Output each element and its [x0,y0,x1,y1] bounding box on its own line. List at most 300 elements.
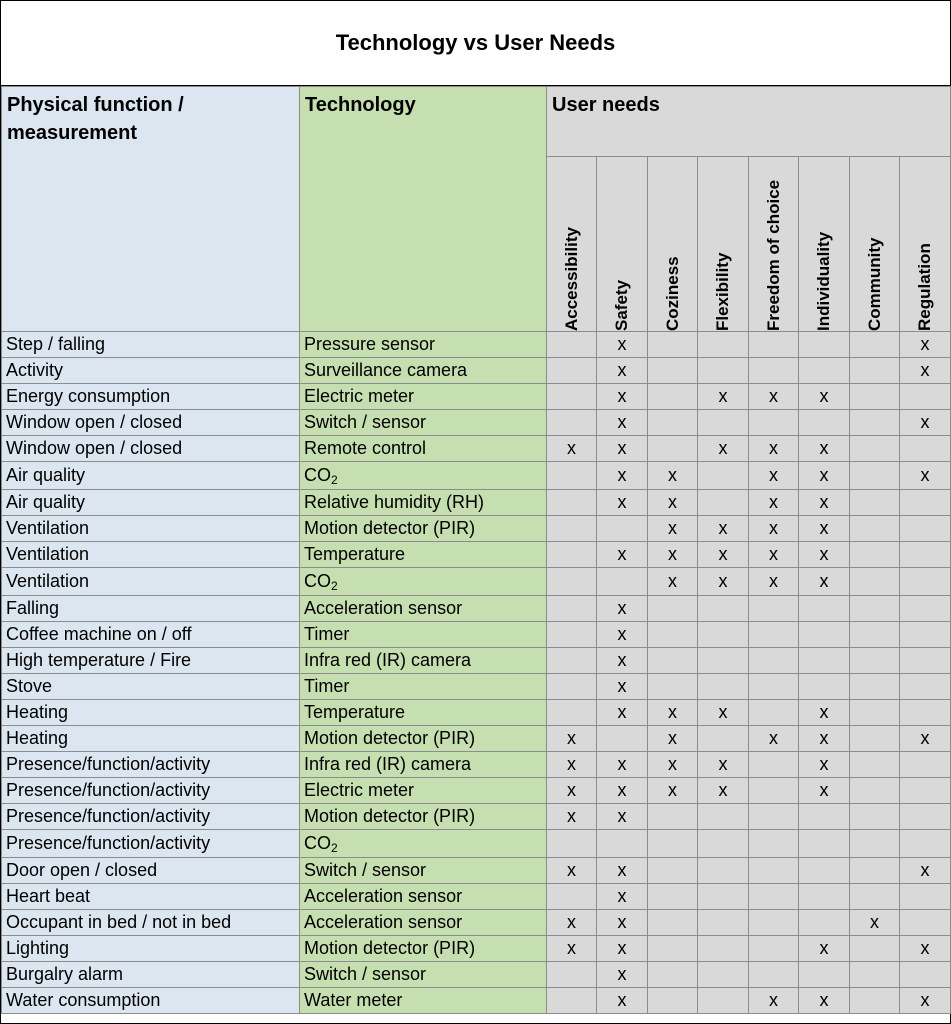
technology-cell[interactable] [300,410,547,436]
need-mark-cell[interactable] [850,752,900,778]
need-mark-cell[interactable] [900,384,951,410]
technology-cell[interactable] [300,332,547,358]
technology-label: Infra red (IR) camera [304,650,472,670]
need-mark-cell[interactable]: x [648,726,698,752]
table-row [2,410,951,436]
need-mark-cell[interactable] [850,596,900,622]
need-mark-cell[interactable]: x [900,726,951,752]
table-row [2,332,951,358]
need-mark-cell[interactable]: x [799,988,850,1014]
technology-cell[interactable] [300,726,547,752]
need-mark-cell[interactable] [547,962,597,988]
need-mark-cell[interactable]: x [799,778,850,804]
need-mark-cell[interactable] [749,858,799,884]
need-mark-cell[interactable] [799,910,850,936]
technology-cell[interactable] [300,778,547,804]
need-mark-cell[interactable]: x [749,436,799,462]
technology-cell[interactable] [300,596,547,622]
physical-function-cell[interactable]: Window open / closed [2,410,300,436]
need-mark-cell[interactable]: x [900,988,951,1014]
need-mark-cell[interactable] [749,830,799,858]
need-mark-cell[interactable] [900,910,951,936]
technology-cell[interactable] [300,752,547,778]
need-mark-cell[interactable] [547,700,597,726]
need-mark-cell[interactable] [698,962,749,988]
need-mark-cell[interactable]: x [597,804,648,830]
need-mark-cell[interactable]: x [900,410,951,436]
need-mark-cell[interactable] [850,568,900,596]
need-mark-cell[interactable] [850,358,900,384]
physical-function-cell[interactable]: Air quality [2,490,300,516]
need-mark-cell[interactable] [850,384,900,410]
need-mark-cell[interactable] [850,436,900,462]
technology-subscript: 2 [331,578,338,593]
need-mark-cell[interactable]: x [597,622,648,648]
need-mark-cell[interactable]: x [698,752,749,778]
need-mark-cell[interactable] [749,410,799,436]
need-mark-cell[interactable] [698,988,749,1014]
technology-cell[interactable] [300,542,547,568]
technology-label: CO [304,570,331,591]
need-mark-cell[interactable] [547,542,597,568]
need-mark-cell[interactable]: x [597,778,648,804]
need-mark-cell[interactable] [698,410,749,436]
need-column-header [900,157,951,332]
physical-function-cell[interactable]: Water consumption [2,988,300,1014]
physical-function-cell[interactable]: Occupant in bed / not in bed [2,910,300,936]
need-mark-cell[interactable] [749,674,799,700]
need-mark-cell[interactable]: x [749,462,799,490]
need-mark-cell[interactable] [900,622,951,648]
need-mark-cell[interactable] [648,936,698,962]
need-mark-cell[interactable]: x [597,752,648,778]
need-mark-cell[interactable]: x [648,752,698,778]
need-mark-cell[interactable] [799,674,850,700]
need-column-header [698,157,749,332]
table-row [2,542,951,568]
need-mark-cell[interactable] [850,884,900,910]
need-mark-cell[interactable]: x [698,700,749,726]
technology-label: Water meter [304,990,403,1010]
physical-function-header: Physical function / measurement [2,87,300,332]
need-mark-cell[interactable]: x [547,752,597,778]
need-mark-cell[interactable] [749,804,799,830]
need-mark-cell[interactable] [900,596,951,622]
physical-function-cell[interactable]: Burgalry alarm [2,962,300,988]
need-mark-cell[interactable] [648,674,698,700]
need-mark-cell[interactable]: x [799,384,850,410]
technology-label: Timer [304,624,350,644]
need-mark-cell[interactable] [799,884,850,910]
need-mark-cell[interactable]: x [547,858,597,884]
need-mark-cell[interactable]: x [648,700,698,726]
need-mark-cell[interactable] [749,752,799,778]
need-label: Accessibility [562,227,581,331]
need-mark-cell[interactable]: x [597,936,648,962]
technology-cell[interactable] [300,674,547,700]
need-mark-cell[interactable] [648,410,698,436]
technology-cell[interactable] [300,384,547,410]
table-row [2,962,951,988]
need-mark-cell[interactable] [850,726,900,752]
need-mark-cell[interactable] [900,830,951,858]
need-mark-cell[interactable] [900,962,951,988]
need-mark-cell[interactable]: x [799,752,850,778]
physical-function-cell[interactable]: Door open / closed [2,858,300,884]
need-mark-cell[interactable] [900,542,951,568]
need-mark-cell[interactable]: x [597,674,648,700]
need-mark-cell[interactable] [547,516,597,542]
physical-function-cell[interactable]: Presence/function/activity [2,830,300,858]
need-mark-cell[interactable]: x [850,910,900,936]
table-row [2,726,951,752]
technology-cell[interactable] [300,884,547,910]
need-mark-cell[interactable]: x [597,884,648,910]
technology-header: Technology [300,87,547,332]
user-needs-header: User needs [547,87,951,157]
need-mark-cell[interactable] [698,622,749,648]
physical-function-cell[interactable]: High temperature / Fire [2,648,300,674]
physical-function-cell[interactable]: Heart beat [2,884,300,910]
need-mark-cell[interactable] [900,648,951,674]
need-mark-cell[interactable]: x [799,936,850,962]
need-mark-cell[interactable] [648,988,698,1014]
table-body [2,332,951,1014]
technology-cell[interactable] [300,936,547,962]
need-mark-cell[interactable] [547,622,597,648]
need-mark-cell[interactable] [850,674,900,700]
physical-function-cell[interactable]: Lighting [2,936,300,962]
need-mark-cell[interactable] [900,490,951,516]
physical-function-cell[interactable]: Presence/function/activity [2,778,300,804]
need-mark-cell[interactable]: x [648,462,698,490]
need-mark-cell[interactable]: x [648,516,698,542]
need-mark-cell[interactable] [648,858,698,884]
need-mark-cell[interactable]: x [799,516,850,542]
need-mark-cell[interactable]: x [749,988,799,1014]
technology-cell[interactable] [300,490,547,516]
need-mark-cell[interactable] [799,332,850,358]
need-mark-cell[interactable] [850,462,900,490]
need-mark-cell[interactable] [850,936,900,962]
need-mark-cell[interactable]: x [799,462,850,490]
need-mark-cell[interactable] [900,884,951,910]
need-mark-cell[interactable] [749,778,799,804]
need-mark-cell[interactable]: x [597,410,648,436]
need-mark-cell[interactable] [850,778,900,804]
need-mark-cell[interactable] [900,778,951,804]
need-mark-cell[interactable] [698,596,749,622]
need-mark-cell[interactable] [749,648,799,674]
need-mark-cell[interactable]: x [597,962,648,988]
need-mark-cell[interactable] [850,410,900,436]
need-mark-cell[interactable] [749,884,799,910]
technology-cell[interactable] [300,830,547,858]
physical-function-cell[interactable]: Presence/function/activity [2,752,300,778]
need-mark-cell[interactable]: x [749,542,799,568]
need-mark-cell[interactable]: x [799,542,850,568]
technology-label: Temperature [304,702,406,722]
technology-label: Switch / sensor [304,860,427,880]
need-mark-cell[interactable] [799,622,850,648]
technology-cell[interactable] [300,358,547,384]
need-mark-cell[interactable] [850,648,900,674]
technology-cell[interactable] [300,988,547,1014]
need-mark-cell[interactable] [547,596,597,622]
need-mark-cell[interactable] [698,884,749,910]
need-mark-cell[interactable] [698,358,749,384]
technology-cell[interactable] [300,568,547,596]
technology-label: Electric meter [304,780,415,800]
table-row [2,988,951,1014]
need-mark-cell[interactable] [547,490,597,516]
physical-function-cell[interactable]: Ventilation [2,568,300,596]
need-mark-cell[interactable]: x [547,910,597,936]
need-mark-cell[interactable]: x [749,568,799,596]
need-mark-cell[interactable] [749,700,799,726]
need-mark-cell[interactable] [648,884,698,910]
need-column-header [597,157,648,332]
table-row [2,910,951,936]
technology-cell[interactable] [300,516,547,542]
technology-cell[interactable] [300,804,547,830]
table-row [2,358,951,384]
need-mark-cell[interactable]: x [749,384,799,410]
need-mark-cell[interactable]: x [597,490,648,516]
need-mark-cell[interactable] [547,674,597,700]
need-mark-cell[interactable]: x [799,568,850,596]
technology-label: Infra red (IR) camera [304,754,472,774]
need-mark-cell[interactable] [799,358,850,384]
need-mark-cell[interactable] [799,962,850,988]
need-mark-cell[interactable]: x [597,988,648,1014]
need-mark-cell[interactable]: x [749,726,799,752]
need-mark-cell[interactable]: x [749,490,799,516]
technology-cell[interactable] [300,858,547,884]
need-mark-cell[interactable] [749,962,799,988]
need-mark-cell[interactable] [648,332,698,358]
need-mark-cell[interactable] [749,332,799,358]
physical-function-cell[interactable]: Coffee machine on / off [2,622,300,648]
need-mark-cell[interactable] [648,648,698,674]
need-mark-cell[interactable]: x [698,542,749,568]
need-mark-cell[interactable] [698,674,749,700]
need-label: Flexibility [713,252,732,331]
need-mark-cell[interactable]: x [597,648,648,674]
need-label: Regulation [915,243,935,331]
technology-cell[interactable] [300,910,547,936]
need-mark-cell[interactable] [799,648,850,674]
need-mark-cell[interactable] [749,936,799,962]
need-mark-cell[interactable]: x [547,726,597,752]
physical-function-cell[interactable]: Heating [2,700,300,726]
need-mark-cell[interactable] [799,804,850,830]
need-mark-cell[interactable] [850,830,900,858]
need-mark-cell[interactable]: x [648,490,698,516]
need-mark-cell[interactable]: x [698,436,749,462]
need-mark-cell[interactable]: x [547,778,597,804]
need-mark-cell[interactable] [850,700,900,726]
need-mark-cell[interactable]: x [597,332,648,358]
technology-cell[interactable] [300,436,547,462]
technology-label: Remote control [304,438,427,458]
physical-function-cell[interactable]: Presence/function/activity [2,804,300,830]
need-mark-cell[interactable] [900,568,951,596]
need-mark-cell[interactable] [749,358,799,384]
technology-cell[interactable] [300,700,547,726]
physical-function-cell[interactable]: Falling [2,596,300,622]
physical-function-cell[interactable]: Window open / closed [2,436,300,462]
physical-function-cell[interactable]: Ventilation [2,542,300,568]
need-column-header [850,157,900,332]
need-mark-cell[interactable] [547,332,597,358]
need-label: Safety [612,279,631,331]
need-mark-cell[interactable] [698,936,749,962]
need-mark-cell[interactable] [900,674,951,700]
physical-function-cell[interactable]: Energy consumption [2,384,300,410]
need-mark-cell[interactable] [648,384,698,410]
need-mark-cell[interactable]: x [597,542,648,568]
need-mark-cell[interactable] [648,358,698,384]
physical-function-cell[interactable]: Air quality [2,462,300,490]
need-mark-cell[interactable] [547,830,597,858]
need-mark-cell[interactable]: x [799,436,850,462]
need-mark-cell[interactable] [597,726,648,752]
physical-function-cell[interactable]: Heating [2,726,300,752]
need-mark-cell[interactable] [749,596,799,622]
technology-label: Switch / sensor [304,964,427,984]
need-mark-cell[interactable] [850,804,900,830]
need-mark-cell[interactable] [648,596,698,622]
need-mark-cell[interactable] [698,648,749,674]
need-mark-cell[interactable] [547,648,597,674]
need-mark-cell[interactable] [648,962,698,988]
need-mark-cell[interactable] [698,332,749,358]
need-mark-cell[interactable]: x [749,516,799,542]
technology-cell[interactable] [300,462,547,490]
need-mark-cell[interactable] [900,516,951,542]
physical-function-cell[interactable]: Activity [2,358,300,384]
need-mark-cell[interactable]: x [597,358,648,384]
need-mark-cell[interactable]: x [547,804,597,830]
need-mark-cell[interactable]: x [597,700,648,726]
physical-function-cell[interactable]: Stove [2,674,300,700]
physical-function-cell[interactable]: Ventilation [2,516,300,542]
need-mark-cell[interactable] [648,436,698,462]
need-mark-cell[interactable]: x [597,596,648,622]
need-mark-cell[interactable]: x [597,462,648,490]
need-mark-cell[interactable]: x [900,358,951,384]
need-mark-cell[interactable]: x [900,332,951,358]
need-mark-cell[interactable] [900,700,951,726]
technology-cell[interactable] [300,648,547,674]
need-mark-cell[interactable] [850,542,900,568]
need-mark-cell[interactable] [597,568,648,596]
need-mark-cell[interactable] [698,726,749,752]
need-mark-cell[interactable]: x [900,936,951,962]
need-mark-cell[interactable] [597,830,648,858]
need-mark-cell[interactable]: x [597,436,648,462]
need-mark-cell[interactable]: x [698,778,749,804]
need-mark-cell[interactable]: x [900,462,951,490]
need-mark-cell[interactable]: x [799,700,850,726]
need-label: Coziness [663,256,682,331]
need-mark-cell[interactable] [749,910,799,936]
need-mark-cell[interactable] [850,962,900,988]
need-mark-cell[interactable] [698,910,749,936]
need-mark-cell[interactable] [850,516,900,542]
need-mark-cell[interactable] [648,622,698,648]
need-mark-cell[interactable] [547,568,597,596]
need-mark-cell[interactable]: x [597,910,648,936]
need-mark-cell[interactable] [900,436,951,462]
need-mark-cell[interactable] [698,858,749,884]
need-mark-cell[interactable]: x [799,490,850,516]
table-row [2,858,951,884]
need-mark-cell[interactable] [698,804,749,830]
need-mark-cell[interactable]: x [698,568,749,596]
technology-cell[interactable] [300,622,547,648]
need-mark-cell[interactable] [799,596,850,622]
need-mark-cell[interactable]: x [597,858,648,884]
need-mark-cell[interactable]: x [547,936,597,962]
need-mark-cell[interactable] [547,884,597,910]
need-mark-cell[interactable] [698,830,749,858]
technology-label: Acceleration sensor [304,886,463,906]
need-mark-cell[interactable] [547,384,597,410]
need-mark-cell[interactable]: x [648,542,698,568]
need-mark-cell[interactable]: x [799,726,850,752]
need-mark-cell[interactable]: x [597,384,648,410]
physical-function-cell[interactable]: Step / falling [2,332,300,358]
need-mark-cell[interactable] [547,410,597,436]
need-mark-cell[interactable]: x [648,778,698,804]
need-mark-cell[interactable] [547,358,597,384]
technology-label: Timer [304,676,350,696]
sheet-title: Technology vs User Needs [1,1,950,86]
need-mark-cell[interactable] [850,988,900,1014]
need-mark-cell[interactable]: x [900,858,951,884]
need-mark-cell[interactable] [749,622,799,648]
table-row [2,568,951,596]
need-mark-cell[interactable] [648,830,698,858]
need-mark-cell[interactable]: x [698,384,749,410]
need-mark-cell[interactable] [597,516,648,542]
need-mark-cell[interactable] [799,410,850,436]
need-mark-cell[interactable] [698,490,749,516]
need-mark-cell[interactable] [900,804,951,830]
need-mark-cell[interactable] [850,332,900,358]
technology-cell[interactable] [300,962,547,988]
need-mark-cell[interactable] [799,830,850,858]
need-mark-cell[interactable] [850,858,900,884]
need-mark-cell[interactable] [648,910,698,936]
need-mark-cell[interactable] [648,804,698,830]
table-row [2,752,951,778]
need-mark-cell[interactable]: x [648,568,698,596]
need-mark-cell[interactable] [547,462,597,490]
need-mark-cell[interactable] [799,858,850,884]
need-mark-cell[interactable] [698,462,749,490]
need-mark-cell[interactable] [547,988,597,1014]
need-mark-cell[interactable]: x [547,436,597,462]
need-mark-cell[interactable] [850,622,900,648]
need-mark-cell[interactable]: x [698,516,749,542]
need-column-header [547,157,597,332]
technology-label: Motion detector (PIR) [304,728,476,748]
need-mark-cell[interactable] [900,752,951,778]
need-mark-cell[interactable] [850,490,900,516]
